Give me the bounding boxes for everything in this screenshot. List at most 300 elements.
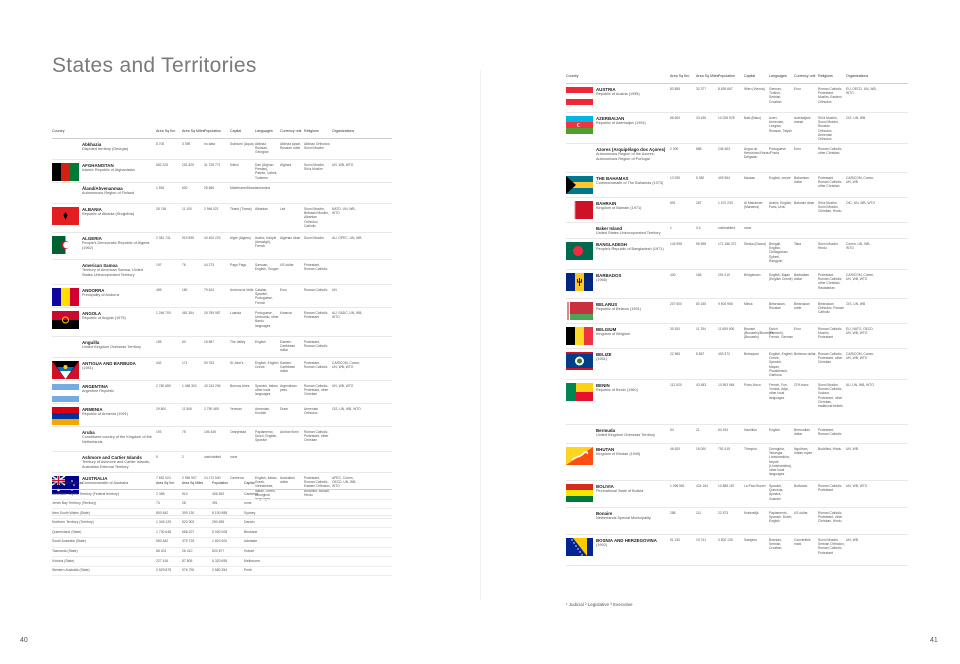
currency-unit-cell: Azerbaijani manat: [794, 116, 811, 125]
capital-cell: none: [230, 455, 238, 459]
religions-cell: Protestant, Roman Catholic: [304, 263, 328, 272]
admin-area-cell: 391: [212, 501, 218, 506]
admin-area-cell: 910: [182, 491, 188, 496]
area-sq-km-cell: 652 225: [156, 163, 168, 167]
country-name: ANDORRA: [82, 288, 105, 293]
states-table-right: [566, 73, 908, 566]
area-sq-km-cell: 430: [670, 273, 676, 277]
languages-cell: Dari (Afghan Persian), Pashto, Uzbek, Turkmen: [255, 163, 278, 180]
country-row: [52, 337, 392, 358]
area-sq-miles-cell: 481 354: [182, 311, 194, 315]
area-sq-km-cell: 2 780 689: [156, 384, 171, 388]
admin-area-cell: Hobart: [244, 549, 255, 554]
country-name: BARBADOS: [596, 273, 622, 278]
country-name-cell: [82, 263, 154, 277]
population-cell: uninhabited: [718, 226, 736, 230]
flag-ag-icon: [52, 361, 79, 379]
languages-cell: Arabic, Kabyle (Amazigh), French: [255, 236, 277, 249]
country-official-name: Republic of Austria (1955): [596, 92, 640, 96]
flag-am-icon: [52, 407, 79, 425]
population-cell: 3 802 135: [718, 538, 733, 542]
capital-cell: Minsk: [744, 302, 753, 306]
area-sq-km-cell: 28 748: [156, 207, 167, 211]
area-sq-km-cell: 8 700: [156, 142, 165, 146]
country-name-cell: [596, 273, 668, 283]
languages-cell: Papiamento, Dutch, English, Spanish: [255, 430, 278, 443]
capital-cell: Dhaka (Dacca): [744, 242, 766, 246]
country-row: [566, 481, 908, 508]
country-name-cell: [596, 176, 668, 186]
right-page: [480, 0, 960, 664]
page-number-left: 40: [20, 637, 28, 644]
organizations-cell: AU, UN, WB, WTO: [846, 383, 874, 387]
capital-cell: The Valley: [230, 340, 246, 344]
currency-unit-cell: Euro: [794, 87, 801, 91]
flag-ba-icon: [566, 538, 593, 556]
admin-area-row: [52, 557, 392, 567]
admin-area-row: [52, 490, 392, 500]
country-official-name: Principality of Andorra: [82, 293, 119, 297]
country-name: Baker Island: [596, 226, 623, 231]
religions-cell: Sunni Muslim, Shi'a Muslim: [304, 163, 325, 172]
currency-unit-cell: Belarusian ruble: [794, 302, 810, 311]
column-header: Capital: [744, 74, 756, 78]
admin-area-cell: 520 877: [212, 549, 225, 554]
currency-unit-cell: Bahraini dinar: [794, 201, 815, 205]
admin-area-cell: Australian Capital Territory (Federal territory): [52, 491, 119, 496]
population-cell: 10 888 187: [718, 484, 735, 488]
flag-af-icon: [52, 163, 79, 181]
flag-ao-icon: [52, 311, 79, 329]
country-official-name: Republic of Benin (1960): [596, 388, 638, 392]
admin-area-cell: South Australia (State): [52, 539, 86, 544]
area-sq-miles-cell: 5 382: [696, 176, 705, 180]
organizations-cell: CIS, UN, WB, WTO: [332, 407, 361, 411]
population-cell: 40 400 223: [204, 236, 221, 240]
area-sq-km-cell: 1 098 581: [670, 484, 685, 488]
capital-cell: Hamilton: [744, 428, 758, 432]
country-row: [566, 270, 908, 299]
country-official-name: (1992): [596, 543, 607, 547]
religions-cell: Belarusian Orthodox, Roman Catholic: [818, 302, 845, 315]
currency-unit-cell: Dram: [280, 407, 289, 411]
country-row: [566, 324, 908, 349]
admin-area-cell: Sydney: [244, 510, 256, 515]
country-row: [52, 183, 392, 204]
column-header: Area Sq Km: [156, 481, 175, 485]
country-name: Azores (Arquipélago dos Açores): [596, 147, 666, 152]
admin-area-cell: Adelaide: [244, 539, 258, 544]
population-cell: 24 172 540: [204, 476, 221, 480]
capital-cell: Kābul: [230, 163, 239, 167]
area-sq-km-cell: 465: [156, 288, 162, 292]
currency-unit-cell: Abkhaz apsar, Russian ruble: [280, 142, 301, 151]
area-sq-km-cell: 288: [670, 511, 676, 515]
capital-cell: Mariehamn/Maarianhamina: [230, 186, 271, 190]
admin-area-cell: 8 100 988: [212, 510, 228, 515]
capital-cell: none: [744, 226, 752, 230]
country-row: [566, 349, 908, 380]
country-name: ANTIGUA AND BARBUDA: [82, 361, 136, 366]
country-official-name: Autonomous Region of Finland: [82, 191, 135, 195]
population-cell: 22 573: [718, 511, 729, 515]
area-sq-miles-cell: 18 000: [696, 447, 707, 451]
flag-al-icon: [52, 207, 79, 225]
languages-cell: Bosnian, Serbian, Croatian: [769, 538, 782, 551]
religions-cell: Sunni Muslim, Hindu: [818, 242, 839, 251]
country-official-name: Islamic Republic of Afghanistan: [82, 168, 135, 172]
country-name-cell: [596, 428, 668, 438]
religions-cell: Sunni Muslim: [304, 236, 324, 240]
country-name: ANGOLA: [82, 311, 102, 316]
page-title: States and Territories: [52, 54, 257, 77]
organizations-cell: EU, OECD, UN, WB, WTO: [846, 87, 877, 96]
area-sq-miles-cell: 60: [182, 340, 186, 344]
area-sq-miles-cell: 2 969 907: [182, 476, 197, 480]
religions-cell: Armenian Orthodox: [304, 407, 319, 416]
languages-cell: Portuguese, Umbundu, other Bantu languages: [255, 311, 279, 328]
admin-area-cell: 250 655: [212, 520, 225, 525]
country-official-name: People's Republic of Bangladesh (1971): [596, 247, 664, 251]
organizations-cell: CIS, UN, WB: [846, 116, 866, 120]
capital-cell: Buenos Aires: [230, 384, 250, 388]
capital-cell: Al Manāmah (Manama): [744, 201, 763, 210]
capital-cell: Porto-Novo: [744, 383, 761, 387]
languages-cell: Dzongkha, Tshangla, Lhotshamkha, Nepali (Lhotshamkha), other local languages: [769, 447, 792, 477]
population-cell: 246 483: [718, 147, 730, 151]
area-sq-miles-cell: 80 155: [696, 302, 707, 306]
population-cell: 25 789 987: [204, 311, 221, 315]
area-sq-km-cell: 112 620: [670, 383, 682, 387]
admin-area-cell: 1 730 648: [156, 529, 172, 534]
organizations-cell: CARICOM, Comm, UN, WB, WTO: [332, 361, 361, 370]
column-header: Area Sq Km: [670, 74, 690, 78]
country-official-name: Republic of Angola (1975): [82, 316, 126, 320]
area-sq-km-cell: 207 600: [670, 302, 682, 306]
religions-cell: Roman Catholic, Protestant, other Christian: [304, 430, 329, 443]
area-sq-miles-cell: 2: [182, 455, 184, 459]
organizations-cell: UN, WB, WTO: [332, 163, 354, 167]
column-header: Area Sq Km: [156, 129, 176, 133]
country-name-cell: [596, 447, 668, 457]
country-name-cell: [596, 201, 668, 211]
area-sq-miles-cell: 180: [182, 288, 188, 292]
column-header: Area Sq Miles: [182, 129, 205, 133]
capital-cell: Andorra la Vella: [230, 288, 254, 292]
capital-cell: Belmopan: [744, 352, 759, 356]
currency-unit-cell: Afghani: [280, 163, 292, 167]
admin-area-cell: 983 482: [156, 539, 169, 544]
admin-area-cell: 2 529 875: [156, 568, 172, 573]
country-name-cell: [82, 207, 154, 217]
area-sq-miles-cell: 33 436: [696, 116, 707, 120]
capital-cell: Luanda: [230, 311, 242, 315]
area-sq-km-cell: 691: [670, 201, 676, 205]
admin-area-cell: Tasmania (State): [52, 549, 78, 554]
country-official-name: Kingdom of Bhutan (1949): [596, 452, 641, 456]
area-sq-km-cell: 46 620: [670, 447, 681, 451]
currency-unit-cell: Kwanza: [280, 311, 292, 315]
country-official-name: Argentine Republic: [82, 389, 115, 393]
population-cell: 2 790 469: [204, 407, 219, 411]
area-sq-km-cell: 1: [670, 226, 672, 230]
country-name: AZERBAIJAN: [596, 116, 625, 121]
country-row: [566, 508, 908, 535]
area-sq-km-cell: 51 130: [670, 538, 681, 542]
flag-be-icon: [566, 327, 593, 345]
capital-cell: Thimphu: [744, 447, 757, 451]
area-sq-miles-cell: 55 598: [696, 242, 707, 246]
capital-cell: Yerevan: [230, 407, 242, 411]
religions-cell: Sunni Muslim, Serbian Orthodox, Roman Catholic, Protestant: [818, 538, 845, 555]
country-name-cell: [596, 538, 668, 548]
organizations-cell: AU, OPEC, UN, WB: [332, 236, 362, 240]
country-name-cell: [596, 302, 668, 312]
admin-area-cell: Canberra: [244, 491, 259, 496]
organizations-cell: UN, WB: [846, 538, 858, 542]
country-name: BAHRAIN: [596, 201, 617, 206]
country-name: BENIN: [596, 383, 610, 388]
country-name: BELGIUM: [596, 327, 617, 332]
page-number-right: 41: [930, 637, 938, 644]
country-name-cell: [596, 484, 668, 494]
admin-area-cell: 28: [182, 501, 186, 506]
country-name: Bonaire: [596, 511, 613, 516]
country-name: Anguilla: [82, 340, 100, 345]
column-header: Organizations: [846, 74, 869, 78]
country-name: American Samoa: [82, 263, 118, 268]
religions-cell: Roman Catholic, Protestant: [304, 311, 329, 320]
currency-unit-cell: Lek: [280, 207, 286, 211]
languages-cell: Bengali, English, Chittagonian, Sylheti, Rangpuri: [769, 242, 789, 263]
area-sq-km-cell: 22 965: [670, 352, 681, 356]
country-name-cell: [596, 87, 668, 97]
country-row: [52, 381, 392, 404]
country-row: [566, 444, 908, 481]
area-sq-miles-cell: 0.4: [696, 226, 701, 230]
column-header: Capital: [230, 129, 242, 133]
currency-unit-cell: Bermudian dollar: [794, 428, 810, 437]
admin-area-cell: Queensland (State): [52, 529, 82, 534]
admin-area-cell: 1 802 600: [212, 539, 228, 544]
country-official-name: (1981): [596, 357, 607, 361]
population-cell: 28 666: [204, 186, 215, 190]
languages-cell: Spanish, Italian, other local languages: [255, 384, 279, 397]
country-official-name: United Kingdom Overseas Territory: [596, 433, 656, 437]
column-header: Religions: [818, 74, 833, 78]
currency-unit-cell: CFA franc: [794, 383, 809, 387]
column-header: Currency unit: [280, 129, 302, 133]
area-sq-miles-cell: 888: [696, 147, 702, 151]
area-sq-miles-cell: 251 825: [182, 163, 194, 167]
country-name: Abkhazia: [82, 142, 102, 147]
area-sq-miles-cell: 11 100: [182, 207, 192, 211]
currency-unit-cell: Ngultrum, Indian rupee: [794, 447, 813, 456]
languages-cell: English, Italian, Greek, Vietnamese, Italian, Greek, Aboriginal languages: [255, 476, 278, 502]
country-official-name: United Kingdom Overseas Territory: [82, 345, 142, 349]
religions-cell: Roman Catholic, Muslim, Protestant: [818, 327, 843, 340]
country-row: [52, 358, 392, 381]
flag-ad-icon: [52, 288, 79, 306]
country-name-cell: [82, 455, 154, 469]
country-name-cell: [596, 511, 668, 521]
country-name-cell: [82, 340, 154, 350]
admin-area-cell: New South Wales (State): [52, 510, 90, 515]
religions-cell: Roman Catholic, Protestant, Muslim, Eastern Orthodox: [818, 87, 843, 104]
area-sq-miles-cell: 11 506: [182, 407, 192, 411]
organizations-cell: UN: [332, 288, 337, 292]
area-sq-miles-cell: 32 377: [696, 87, 707, 91]
area-sq-miles-cell: 21: [696, 428, 700, 432]
column-header: Area Sq Miles: [696, 74, 719, 78]
flag-at-icon: [566, 87, 593, 105]
currency-unit-cell: Taka: [794, 242, 801, 246]
column-header: Population: [204, 129, 221, 133]
column-header: Capital: [244, 481, 255, 485]
country-row: [566, 144, 908, 173]
admin-area-cell: 87 805: [182, 558, 193, 563]
country-row: [52, 160, 392, 183]
population-cell: 792 415: [718, 447, 730, 451]
organizations-cell: AU, SADC, UN, WB, WTO: [332, 311, 363, 320]
area-sq-km-cell: 54: [670, 428, 674, 432]
country-official-name: People's Democratic Republic of Algeria (1962): [82, 241, 150, 250]
population-cell: 409 984: [718, 176, 730, 180]
organizations-cell: APEC, Comm, OECD, UN, WB, WTO: [332, 476, 357, 489]
flag-dz-icon: [52, 236, 79, 254]
religions-cell: Protestant, Roman Catholic, other Christian, Rastafarian: [818, 273, 843, 290]
capital-cell: Angra do Heroísmo¹/Horta²/Ponta Delgada³: [744, 147, 779, 160]
organizations-cell: UN, WB, WTO: [332, 384, 354, 388]
area-sq-miles-cell: 111: [696, 511, 702, 515]
population-cell: 2 946 021: [204, 207, 219, 211]
languages-cell: Spanish, Quechua, Aymara, Guarani: [769, 484, 784, 501]
column-header: Organizations: [332, 129, 355, 133]
area-sq-miles-cell: 76: [182, 263, 186, 267]
currency-unit-cell: Euro: [794, 147, 801, 151]
country-name: Åland/Ahvenanmaa: [82, 186, 123, 191]
capital-cell: Nassau: [744, 176, 756, 180]
country-row: [52, 233, 392, 260]
capital-cell: Baki (Baku): [744, 116, 762, 120]
population-cell: uninhabited: [204, 455, 222, 459]
religions-cell: Roman Catholic, Protestant, other Christian: [818, 352, 843, 365]
admin-area-cell: 68 401: [156, 549, 167, 554]
currency-unit-cell: Aruban florin: [280, 430, 299, 434]
admin-area-cell: Northern Territory (Territory): [52, 520, 94, 525]
country-row: [52, 404, 392, 427]
religions-cell: Protestant, Roman Catholic, Eastern Orthodox, Buddhist, Muslim, Hindu: [304, 476, 331, 497]
column-header: Languages: [769, 74, 787, 78]
languages-cell: English: [769, 428, 780, 432]
admin-area-row: [52, 500, 392, 510]
country-row: [566, 113, 908, 144]
area-sq-km-cell: 2 381 741: [156, 236, 171, 240]
population-cell: 15 857: [204, 340, 215, 344]
admin-area-cell: 309 130: [182, 510, 195, 515]
area-sq-km-cell: 7 692 024: [156, 476, 171, 480]
languages-cell: Papiamento, Spanish, Dutch, English: [769, 511, 793, 524]
column-header: Currency unit: [794, 74, 816, 78]
currency-unit-cell: US dollar: [280, 263, 294, 267]
languages-cell: English: [255, 340, 266, 344]
capital-cell: Wien (Vienna): [744, 87, 765, 91]
area-sq-km-cell: 442: [156, 361, 162, 365]
languages-cell: French, Fon, Yoruba, Adja, other local languages: [769, 383, 789, 400]
area-sq-miles-cell: 11 784: [696, 327, 706, 331]
country-official-name: Republic of Albania (Shqipëria): [82, 212, 135, 216]
country-name-cell: [82, 384, 154, 394]
capital-cell: La Paz¹/Sucre²: [744, 484, 766, 488]
country-name: AUSTRALIA: [82, 476, 108, 481]
organizations-cell: OIC, UN, WB, WTO: [846, 201, 876, 205]
languages-cell: Portuguese: [769, 147, 786, 151]
admin-area-cell: Jervis Bay Territory (Territory): [52, 501, 97, 506]
admin-area-cell: 227 416: [156, 558, 169, 563]
admin-area-cell: Darwin: [244, 520, 255, 525]
area-sq-km-cell: 1 246 700: [156, 311, 171, 315]
population-cell: 11 659 900: [718, 327, 735, 331]
admin-area-cell: 1 349 129: [156, 520, 172, 525]
languages-cell: Abkhaz, Russian, Georgian: [255, 142, 269, 155]
country-name: BANGLADESH: [596, 242, 627, 247]
country-row: [566, 535, 908, 566]
area-sq-miles-cell: 166: [696, 273, 702, 277]
population-cell: 64 194: [718, 428, 729, 432]
country-official-name: Territory of Ashmore and Cartier Islands, Australian External Territory: [82, 460, 150, 469]
area-sq-km-cell: 83 855: [670, 87, 681, 91]
organizations-cell: CIS, UN, WB: [846, 302, 866, 306]
admin-area-cell: 26 410: [182, 549, 193, 554]
country-row: [52, 285, 392, 308]
country-name: AUSTRIA: [596, 87, 616, 92]
country-name: BHUTAN: [596, 447, 615, 452]
flag-bh-icon: [566, 201, 593, 219]
area-sq-miles-cell: 1 068 302: [182, 384, 197, 388]
religions-cell: Roman Catholic, other Christian: [818, 147, 843, 156]
country-official-name: Kingdom of Bahrain (1971): [596, 206, 642, 210]
religions-cell: Sunni Muslim, Bektashi Muslim, Albanian Orthodox, Catholic: [304, 207, 329, 228]
religions-cell: Abkhaz Orthodox, Sunni Muslim: [304, 142, 331, 151]
admin-area-row: [52, 509, 392, 519]
country-name-cell: [82, 288, 154, 298]
country-official-name: Commonwealth of Australia: [82, 481, 129, 485]
country-name: BOLIVIA: [596, 484, 614, 489]
languages-cell: Belarusian, Russian: [769, 302, 786, 311]
currency-unit-cell: Eastern Caribbean dollar: [280, 361, 296, 374]
admin-areas-header: [52, 480, 392, 490]
population-cell: 291 010: [718, 273, 730, 277]
states-table-left: [52, 128, 392, 516]
country-name-cell: [82, 361, 154, 371]
country-row: [566, 223, 908, 239]
country-name-cell: [82, 430, 154, 444]
country-name-cell: [596, 383, 668, 393]
currency-unit-cell: Algerian dinar: [280, 236, 301, 240]
country-name: BELARUS: [596, 302, 618, 307]
country-name-cell: [82, 163, 154, 173]
country-name-cell: [82, 236, 154, 250]
table-header: [52, 128, 392, 139]
languages-cell: Albanian: [255, 207, 268, 211]
flag-ar-icon: [52, 384, 79, 402]
country-official-name: (1966): [596, 278, 607, 282]
population-cell: 106 445: [204, 430, 216, 434]
country-name: AFGHANISTAN: [82, 163, 114, 168]
flag-bo-icon: [566, 484, 593, 502]
area-sq-miles-cell: 3 359: [182, 142, 191, 146]
area-sq-km-cell: 29 800: [156, 407, 167, 411]
